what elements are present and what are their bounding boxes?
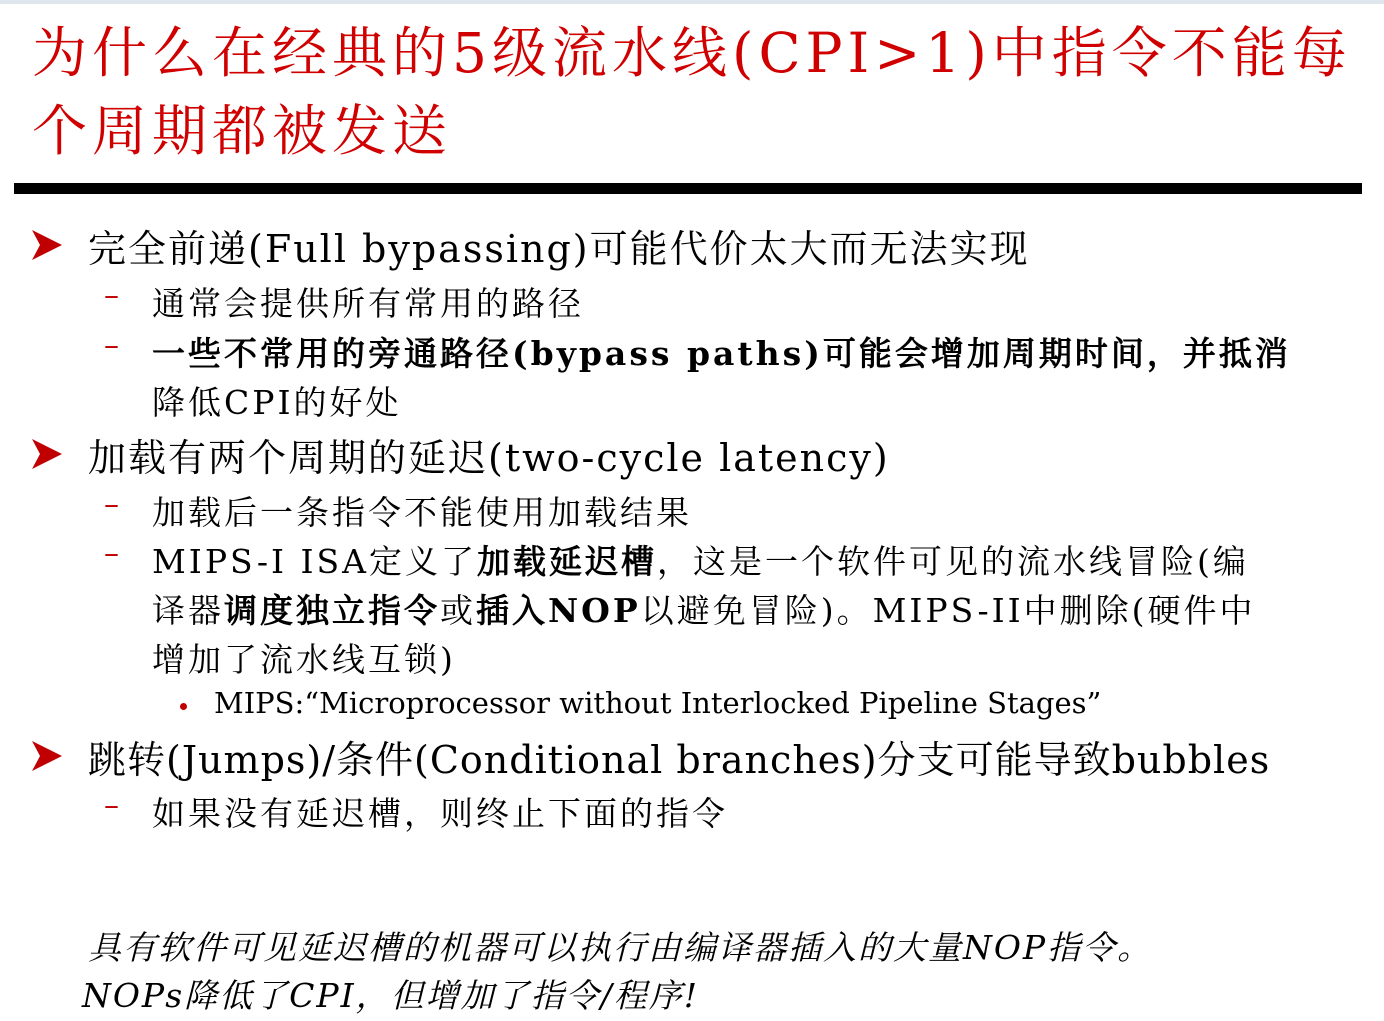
note-line-2: NOPs降低了CPI，但增加了指令/程序! xyxy=(82,976,700,1015)
point-kill-following: 如果没有延迟槽，则终止下面的指令 xyxy=(152,794,728,833)
note-line-1: 具有软件可见延迟槽的机器可以执行由编译器插入的大量NOP指令。 xyxy=(88,928,1153,967)
point-mips-acronym: MIPS:“Microprocessor without Interlocked Pipeline Stages” xyxy=(214,686,1102,720)
point-common-paths: 通常会提供所有常用的路径 xyxy=(152,284,584,323)
point-mips-delay-slot-line3: 增加了流水线互锁) xyxy=(152,640,456,679)
dash-bullet: – xyxy=(104,328,119,363)
bold-run: 调度独立指令 xyxy=(224,591,440,630)
dash-bullet: – xyxy=(104,278,119,313)
arrow-bullet-icon xyxy=(30,228,64,262)
text-run: 或 xyxy=(440,591,476,630)
arrow-bullet-icon xyxy=(30,437,64,471)
point-branches: 跳转(Jumps)/条件(Conditional branches)分支可能导致bubbles xyxy=(88,738,1271,782)
point-uncommon-paths-cont: 降低CPI的好处 xyxy=(152,383,402,422)
text-run: MIPS-I ISA定义了 xyxy=(152,542,477,581)
text-run: 译器 xyxy=(152,591,224,630)
text-run: 以避免冒险)。MIPS-II中删除(硬件中 xyxy=(640,591,1256,630)
point-load-result: 加载后一条指令不能使用加载结果 xyxy=(152,493,692,532)
dot-bullet-icon xyxy=(180,703,187,710)
slide-title: 为什么在经典的5级流水线(CPI>1)中指令不能每个周期都被发送 xyxy=(32,21,1352,163)
point-mips-delay-slot xyxy=(152,536,1249,583)
arrow-bullet-icon xyxy=(30,739,64,773)
top-edge xyxy=(0,0,1384,4)
point-load-latency: 加载有两个周期的延迟(two-cycle latency) xyxy=(88,436,890,480)
point-uncommon-paths: 一些不常用的旁通路径(bypass paths)可能会增加周期时间，并抵消 xyxy=(152,334,1291,373)
dash-bullet: – xyxy=(104,536,119,571)
text-run: ，这是一个软件可见的流水线冒险(编 xyxy=(657,542,1249,581)
bold-run: 插入NOP xyxy=(476,591,641,630)
point-full-bypassing: 完全前递(Full bypassing)可能代价太大而无法实现 xyxy=(88,227,1030,271)
title-rule xyxy=(14,183,1362,194)
point-mips-delay-slot-line2 xyxy=(152,585,1256,632)
dash-bullet: – xyxy=(104,788,119,823)
bold-run: 加载延迟槽 xyxy=(477,542,657,581)
dash-bullet: – xyxy=(104,487,119,522)
